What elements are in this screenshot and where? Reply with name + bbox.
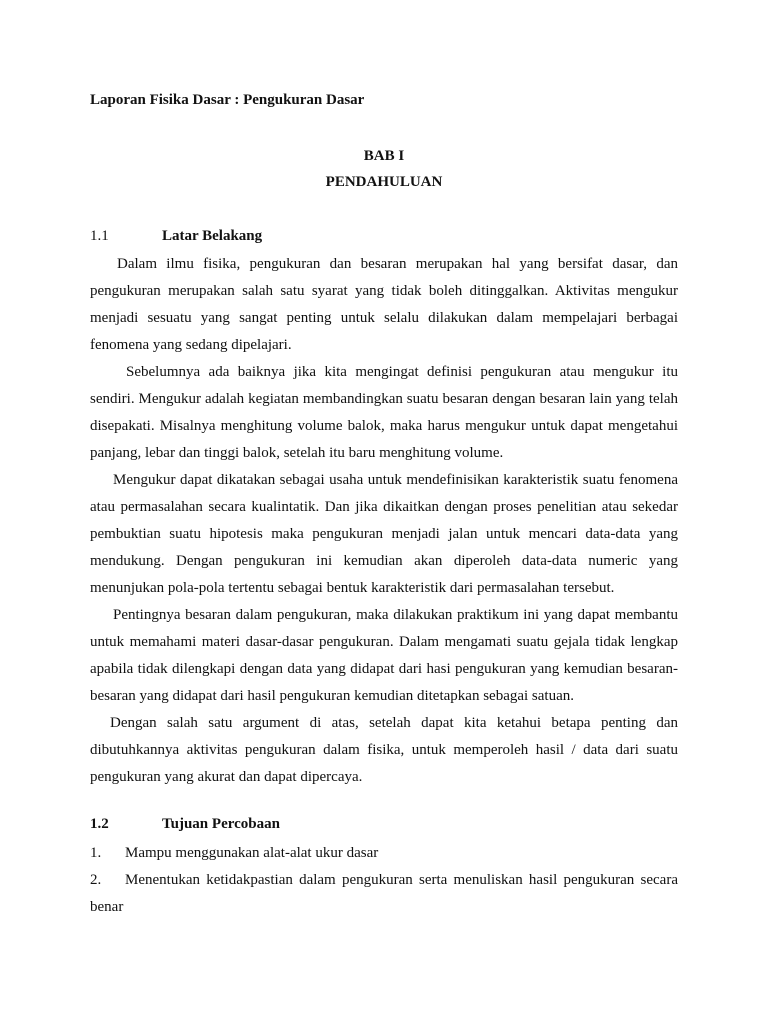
section-number: 1.1 <box>90 228 109 244</box>
list-item <box>90 840 678 867</box>
list-item-text: Menentukan ketidakpastian dalam pengukuran serta menuliskan hasil pengukuran secara benar <box>90 872 678 915</box>
list-item-number: 1. <box>90 845 102 861</box>
section-body-latar-belakang <box>90 251 678 791</box>
document-title: Laporan Fisika Dasar : Pengukuran Dasar <box>90 92 365 108</box>
section-number: 1.2 <box>90 816 109 832</box>
paragraph: Dengan salah satu argument di atas, setelah dapat kita ketahui betapa penting dan dibutuhkannya aktivitas pengukuran dalam fisika, untuk memperoleh hasil / data dari suatu pengukuran yang akurat dan dapat dipercaya. <box>90 715 678 785</box>
paragraph: Pentingnya besaran dalam pengukuran, maka dilakukan praktikum ini yang dapat membantu untuk memahami materi dasar-dasar pengukuran. Dalam mengamati suatu gejala tidak lengkap apabila tidak dilengkapi dengan data yang didapat dari hasi pengukuran yang kemudian besaran-besaran yang didapat dari hasil pengukuran kemudian ditetapkan sebagai satuan. <box>90 607 678 704</box>
chapter-title: PENDAHULUAN <box>325 174 443 190</box>
paragraph: Mengukur dapat dikatakan sebagai usaha untuk mendefinisikan karakteristik suatu fenomena atau permasalahan secara kualintatik. Dan jika dikaitkan dengan proses penelitian atau sekedar pembuktian suatu hipotesis maka pengukuran menjadi jalan untuk mencari data-data yang mendukung. Dengan pengukuran ini kemudian akan diperoleh data-data numeric yang menunjukan pola-pola tertentu sebagai bentuk karakteristik dari permasalahan tersebut. <box>90 472 678 596</box>
list-item-text: Mampu menggunakan alat-alat ukur dasar <box>125 845 379 861</box>
chapter-number: BAB I <box>363 148 405 164</box>
objectives-list <box>90 840 678 921</box>
paragraph: Sebelumnya ada baiknya jika kita mengingat definisi pengukuran atau mengukur itu sendiri. Mengukur adalah kegiatan membandingkan suatu besaran dengan besaran lain yang telah disepakati. Misalnya menghitung volume balok, maka harus mengukur untuk dapat mengetahui panjang, lebar dan tinggi balok, setelah itu baru menghitung volume. <box>90 364 678 461</box>
section-title: Tujuan Percobaan <box>162 816 280 832</box>
list-item-number: 2. <box>90 872 102 888</box>
section-title: Latar Belakang <box>162 228 263 244</box>
list-item <box>90 867 678 921</box>
paragraph: Dalam ilmu fisika, pengukuran dan besaran merupakan hal yang bersifat dasar, dan pengukuran merupakan salah satu syarat yang tidak boleh ditinggalkan. Aktivitas mengukur menjadi sesuatu yang sangat penting untuk selalu dilakukan dalam mempelajari berbagai fenomena yang sedang dipelajari. <box>90 256 678 353</box>
